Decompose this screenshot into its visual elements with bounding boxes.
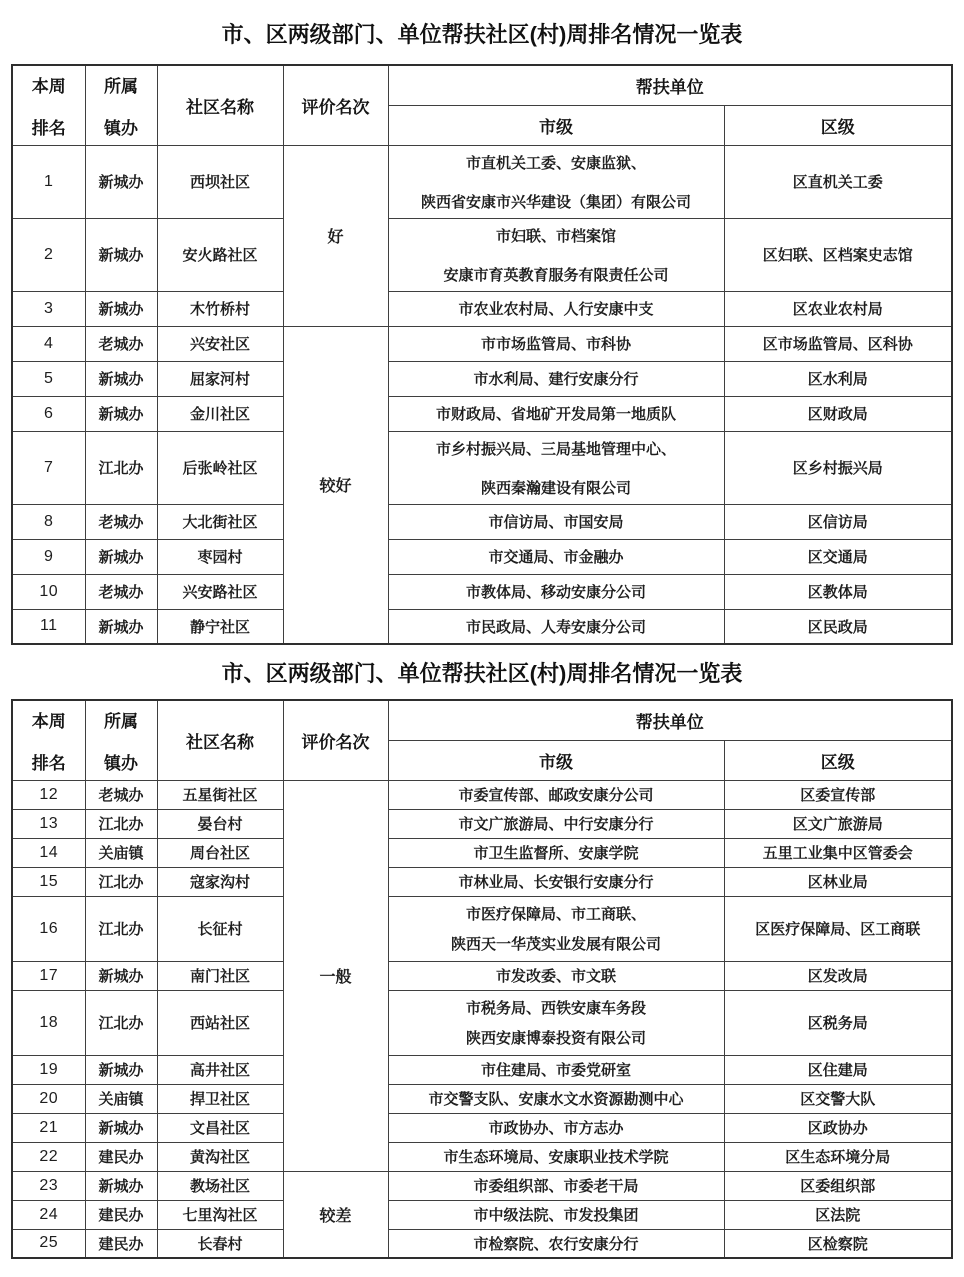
- rank-cell: 20: [12, 1084, 85, 1113]
- city-unit-line: 市民政局、人寿安康分公司: [465, 618, 646, 636]
- community-cell: 五星街社区: [157, 780, 283, 809]
- header-township-line1: 所属: [104, 711, 138, 731]
- community-cell: 长征村: [157, 896, 283, 961]
- township-cell: 老城办: [85, 326, 157, 361]
- table-row: [12, 1229, 952, 1258]
- township-cell: 新城办: [85, 145, 157, 218]
- township-cell: 新城办: [85, 291, 157, 326]
- district-units-cell: 区文广旅游局: [724, 809, 952, 838]
- table-row: [12, 1142, 952, 1171]
- city-unit-line: 市市场监管局、市科协: [480, 336, 631, 353]
- district-units-cell: 区妇联、区档案史志馆: [724, 218, 952, 291]
- district-units-cell: 区市场监管局、区科协: [724, 326, 952, 361]
- community-cell: 西坝社区: [157, 145, 283, 218]
- district-units-cell: 区生态环境分局: [724, 1142, 952, 1171]
- rank-cell: 15: [12, 867, 85, 896]
- community-cell: 寇家沟村: [157, 867, 283, 896]
- header-row: [12, 700, 952, 740]
- page-title-2: 市、区两级部门、单位帮扶社区(村)周排名情况一览表: [221, 661, 743, 686]
- table-header: [12, 65, 952, 145]
- header-support-unit: 帮扶单位: [388, 700, 952, 740]
- community-cell: 黄沟社区: [157, 1142, 283, 1171]
- table-row: [12, 361, 952, 396]
- district-units-cell: 区委宣传部: [724, 780, 952, 809]
- city-unit-line: 市交警支队、安康水文水资源勘测中心: [428, 1091, 684, 1108]
- rank-cell: 12: [12, 780, 85, 809]
- city-unit-line: 市生态环境局、安康职业技术学院: [443, 1149, 669, 1166]
- city-units-cell: [388, 1055, 724, 1084]
- city-unit-line: 市中级法院、市发投集团: [473, 1207, 639, 1224]
- township-cell: 老城办: [85, 780, 157, 809]
- district-units-cell: 区政协办: [724, 1113, 952, 1142]
- city-units-cell: [388, 1229, 724, 1258]
- township-cell: 新城办: [85, 539, 157, 574]
- rank-cell: 5: [12, 361, 85, 396]
- table-row: [12, 431, 952, 504]
- township-cell: 新城办: [85, 1171, 157, 1200]
- table-row: [12, 291, 952, 326]
- city-units-cell: [388, 1084, 724, 1113]
- table-row: [12, 809, 952, 838]
- city-units-cell: [388, 1142, 724, 1171]
- city-unit-line: 市卫生监督所、安康学院: [473, 845, 639, 862]
- rank-cell: 3: [12, 291, 85, 326]
- township-cell: 老城办: [85, 504, 157, 539]
- table-body: [12, 780, 952, 1258]
- community-cell: 捍卫社区: [157, 1084, 283, 1113]
- table-row: [12, 1084, 952, 1113]
- rank-cell: 18: [12, 990, 85, 1055]
- township-cell: 关庙镇: [85, 838, 157, 867]
- header-community: 社区名称: [157, 700, 283, 780]
- district-units-cell: 区民政局: [724, 609, 952, 644]
- community-cell: 七里沟社区: [157, 1200, 283, 1229]
- rank-cell: 19: [12, 1055, 85, 1084]
- table-row: [12, 990, 952, 1055]
- table-row: [12, 574, 952, 609]
- city-unit-line: 市教体局、移动安康分公司: [465, 584, 646, 601]
- district-units-cell: 区农业农村局: [724, 291, 952, 326]
- city-unit-line: 市妇联、市档案馆: [495, 227, 616, 245]
- district-units-cell: 区法院: [724, 1200, 952, 1229]
- township-cell: 江北办: [85, 867, 157, 896]
- table-row: [12, 896, 952, 961]
- city-unit-line: 市委宣传部、邮政安康分公司: [458, 787, 654, 804]
- city-unit-line: 市直机关工委、安康监狱、: [465, 154, 646, 172]
- table-row: [12, 838, 952, 867]
- district-units-cell: 区乡村振兴局: [724, 431, 952, 504]
- header-city-level: 市级: [388, 105, 724, 145]
- city-units-cell: [388, 361, 724, 396]
- district-units-cell: 区林业局: [724, 867, 952, 896]
- community-cell: 静宁社区: [157, 609, 283, 644]
- header-rank-line2: 排名: [31, 753, 66, 773]
- community-cell: 木竹桥村: [157, 291, 283, 326]
- city-unit-line: 市财政局、省地矿开发局第一地质队: [435, 406, 676, 423]
- city-units-cell: [388, 780, 724, 809]
- city-unit-line: 陕西省安康市兴华建设（集团）有限公司: [420, 193, 691, 211]
- rank-cell: 4: [12, 326, 85, 361]
- community-cell: 枣园村: [157, 539, 283, 574]
- district-units-cell: 区信访局: [724, 504, 952, 539]
- city-units-cell: [388, 990, 724, 1055]
- table-row: [12, 1171, 952, 1200]
- rank-cell: 9: [12, 539, 85, 574]
- city-units-cell: [388, 539, 724, 574]
- township-cell: 江北办: [85, 896, 157, 961]
- header-rank: [12, 65, 85, 145]
- city-unit-line: 市农业农村局、人行安康中支: [458, 301, 654, 318]
- rank-cell: 14: [12, 838, 85, 867]
- table-row: [12, 1055, 952, 1084]
- community-cell: 金川社区: [157, 396, 283, 431]
- city-unit-line: 市发改委、市文联: [495, 968, 616, 985]
- table-row: [12, 780, 952, 809]
- header-rating: 评价名次: [283, 700, 388, 780]
- header-rank-line1: 本周: [31, 711, 66, 731]
- header-township-line2: 镇办: [104, 753, 138, 773]
- district-units-cell: 区教体局: [724, 574, 952, 609]
- community-cell: 后张岭社区: [157, 431, 283, 504]
- rank-cell: 21: [12, 1113, 85, 1142]
- city-units-cell: [388, 1171, 724, 1200]
- table-header: [12, 700, 952, 780]
- township-cell: 江北办: [85, 990, 157, 1055]
- community-cell: 周台社区: [157, 838, 283, 867]
- header-row: [12, 65, 952, 105]
- city-units-cell: [388, 431, 724, 504]
- ranking-table-1: [11, 64, 953, 645]
- township-cell: 新城办: [85, 609, 157, 644]
- rank-cell: 7: [12, 431, 85, 504]
- table-row: [12, 961, 952, 990]
- city-units-cell: [388, 504, 724, 539]
- city-units-cell: [388, 291, 724, 326]
- table-row: [12, 145, 952, 218]
- district-units-cell: 区交通局: [724, 539, 952, 574]
- rank-cell: 13: [12, 809, 85, 838]
- header-community: 社区名称: [157, 65, 283, 145]
- township-cell: 建民办: [85, 1229, 157, 1258]
- rank-cell: 17: [12, 961, 85, 990]
- table-row: [12, 609, 952, 644]
- table-row: [12, 504, 952, 539]
- township-cell: 江北办: [85, 431, 157, 504]
- township-cell: 新城办: [85, 218, 157, 291]
- community-cell: 兴安路社区: [157, 574, 283, 609]
- rank-cell: 22: [12, 1142, 85, 1171]
- header-district-level: 区级: [724, 740, 952, 780]
- city-unit-line: 市税务局、西铁安康车务段: [465, 1000, 646, 1017]
- rank-cell: 8: [12, 504, 85, 539]
- city-units-cell: [388, 396, 724, 431]
- city-unit-line: 市交通局、市金融办: [488, 549, 624, 566]
- table-row: [12, 326, 952, 361]
- community-cell: 教场社区: [157, 1171, 283, 1200]
- city-unit-line: 市医疗保障局、市工商联、: [465, 906, 646, 923]
- community-cell: 晏台村: [157, 809, 283, 838]
- rank-cell: 24: [12, 1200, 85, 1229]
- rank-cell: 23: [12, 1171, 85, 1200]
- rank-cell: 25: [12, 1229, 85, 1258]
- table-row: [12, 1113, 952, 1142]
- community-cell: 兴安社区: [157, 326, 283, 361]
- rating-cell: 一般: [283, 780, 388, 1171]
- community-cell: 长春村: [157, 1229, 283, 1258]
- header-city-level: 市级: [388, 740, 724, 780]
- community-cell: 西站社区: [157, 990, 283, 1055]
- city-units-cell: [388, 896, 724, 961]
- header-rating: 评价名次: [283, 65, 388, 145]
- rating-cell: 较好: [283, 326, 388, 644]
- rating-cell: 好: [283, 145, 388, 326]
- city-units-cell: [388, 1200, 724, 1229]
- district-units-cell: 区水利局: [724, 361, 952, 396]
- city-units-cell: [388, 574, 724, 609]
- community-cell: 大北街社区: [157, 504, 283, 539]
- rank-cell: 11: [12, 609, 85, 644]
- city-units-cell: [388, 145, 724, 218]
- ranking-table-2: [11, 699, 953, 1259]
- city-unit-line: 市林业局、长安银行安康分行: [458, 874, 654, 891]
- rank-cell: 2: [12, 218, 85, 291]
- city-unit-line: 安康市育英教育服务有限责任公司: [443, 266, 669, 284]
- township-cell: 建民办: [85, 1142, 157, 1171]
- township-cell: 关庙镇: [85, 1084, 157, 1113]
- header-support-unit: 帮扶单位: [388, 65, 952, 105]
- township-cell: 新城办: [85, 961, 157, 990]
- header-rank: [12, 700, 85, 780]
- header-township: [85, 65, 157, 145]
- city-unit-line: 市文广旅游局、中行安康分行: [458, 816, 654, 833]
- city-units-cell: [388, 1113, 724, 1142]
- table-row: [12, 539, 952, 574]
- rank-cell: 10: [12, 574, 85, 609]
- district-units-cell: 区财政局: [724, 396, 952, 431]
- city-unit-line: 市委组织部、市委老干局: [473, 1178, 639, 1195]
- header-township-line2: 镇办: [104, 118, 138, 138]
- city-unit-line: 陕西安康博泰投资有限公司: [465, 1030, 646, 1047]
- city-unit-line: 市信访局、市国安局: [488, 514, 624, 531]
- township-cell: 江北办: [85, 809, 157, 838]
- township-cell: 新城办: [85, 1055, 157, 1084]
- township-cell: 新城办: [85, 1113, 157, 1142]
- district-units-cell: 区委组织部: [724, 1171, 952, 1200]
- township-cell: 新城办: [85, 396, 157, 431]
- district-units-cell: 区税务局: [724, 990, 952, 1055]
- district-units-cell: 区检察院: [724, 1229, 952, 1258]
- city-units-cell: [388, 609, 724, 644]
- header-rank-line2: 排名: [31, 118, 66, 138]
- table-row: [12, 867, 952, 896]
- district-units-cell: 区发改局: [724, 961, 952, 990]
- header-township-line1: 所属: [104, 76, 138, 96]
- header-district-level: 区级: [724, 105, 952, 145]
- header-township: [85, 700, 157, 780]
- district-units-cell: 区医疗保障局、区工商联: [724, 896, 952, 961]
- district-units-cell: 区交警大队: [724, 1084, 952, 1113]
- community-cell: 安火路社区: [157, 218, 283, 291]
- rating-cell: 较差: [283, 1171, 388, 1258]
- community-cell: 南门社区: [157, 961, 283, 990]
- city-units-cell: [388, 961, 724, 990]
- city-units-cell: [388, 809, 724, 838]
- table-row: [12, 218, 952, 291]
- header-rank-line1: 本周: [31, 76, 66, 96]
- community-cell: 文昌社区: [157, 1113, 283, 1142]
- city-unit-line: 市检察院、农行安康分行: [473, 1235, 639, 1253]
- table-row: [12, 1200, 952, 1229]
- community-cell: 屈家河村: [157, 361, 283, 396]
- table-body: [12, 145, 952, 644]
- district-units-cell: 区住建局: [724, 1055, 952, 1084]
- city-unit-line: 市水利局、建行安康分行: [473, 371, 639, 388]
- city-units-cell: [388, 218, 724, 291]
- rank-cell: 1: [12, 145, 85, 218]
- city-units-cell: [388, 326, 724, 361]
- township-cell: 新城办: [85, 361, 157, 396]
- district-units-cell: 区直机关工委: [724, 145, 952, 218]
- township-cell: 老城办: [85, 574, 157, 609]
- city-units-cell: [388, 838, 724, 867]
- city-unit-line: 市乡村振兴局、三局基地管理中心、: [435, 440, 676, 458]
- page-title: 市、区两级部门、单位帮扶社区(村)周排名情况一览表: [221, 22, 743, 47]
- table-row: [12, 396, 952, 431]
- district-units-cell: 五里工业集中区管委会: [724, 838, 952, 867]
- rank-cell: 6: [12, 396, 85, 431]
- city-unit-line: 陕西天一华茂实业发展有限公司: [450, 936, 661, 953]
- township-cell: 建民办: [85, 1200, 157, 1229]
- rank-cell: 16: [12, 896, 85, 961]
- city-unit-line: 陕西秦瀚建设有限公司: [480, 479, 631, 497]
- city-unit-line: 市住建局、市委党研室: [480, 1062, 631, 1079]
- city-unit-line: 市政协办、市方志办: [488, 1120, 624, 1137]
- city-units-cell: [388, 867, 724, 896]
- community-cell: 高井社区: [157, 1055, 283, 1084]
